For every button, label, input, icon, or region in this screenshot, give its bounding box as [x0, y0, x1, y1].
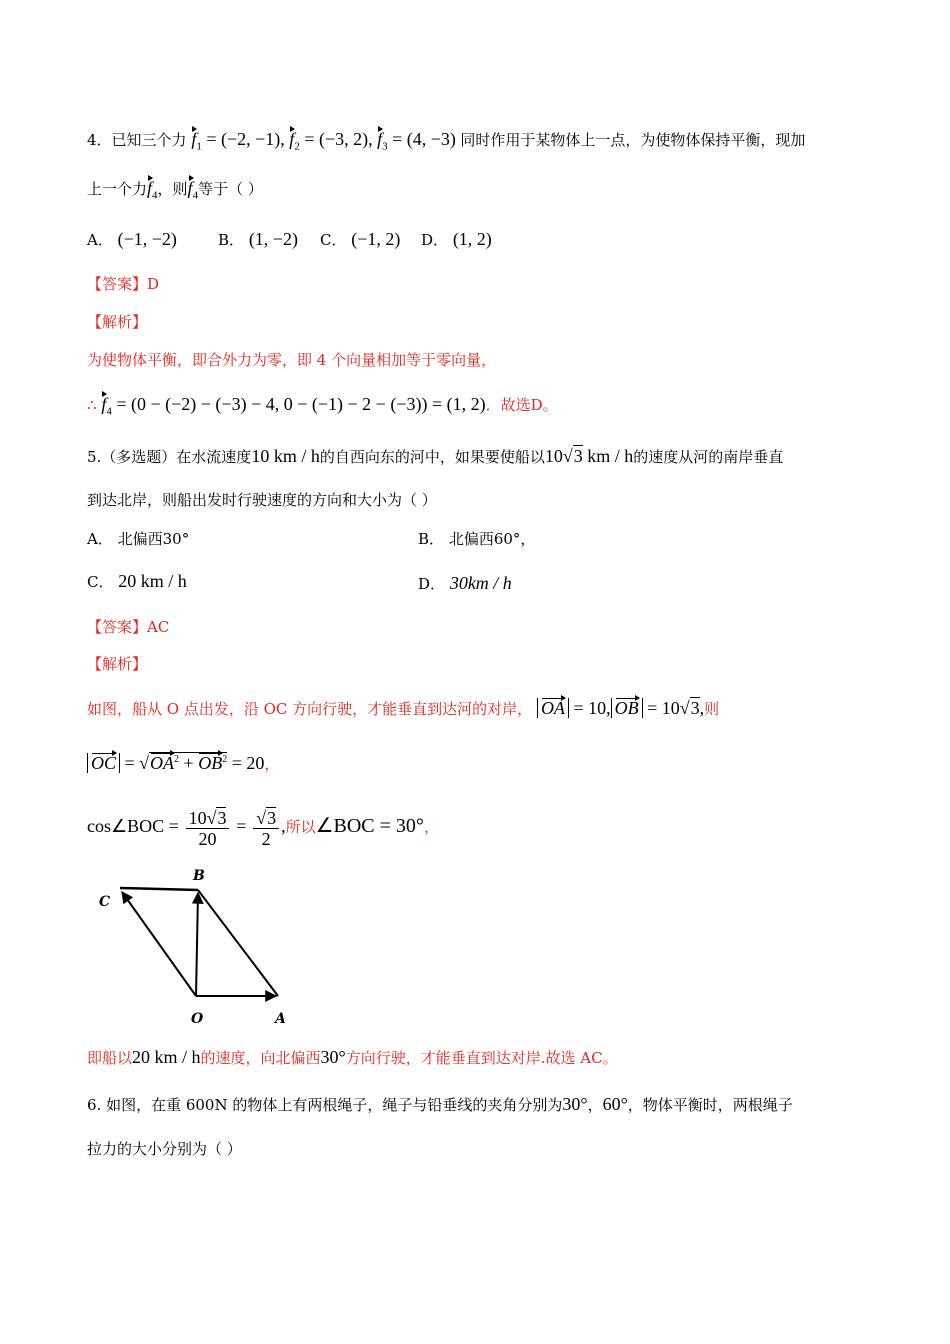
q4-stem-line2: 上一个力$f_4$，则$f_4$等于（ ）	[87, 178, 263, 202]
vector-ob	[196, 893, 198, 996]
q5-analysis-line2: OC = $√OA^2 + OB^2 = 20$，	[87, 749, 279, 775]
label-a: A	[275, 1011, 286, 1027]
q5-stem-line2: 到达北岸，则船出发时行驶速度的方向和大小为（ ）	[87, 491, 437, 509]
vector-oc	[122, 892, 196, 996]
q5-analysis-line3: cos∠BOC = $\frac{10√3}{20}$ = $\frac{√3}{2}$ ,所以∠BOC = 30°，	[87, 807, 439, 849]
q5-option-b: B． 北偏西60°，	[418, 530, 536, 548]
label-c: C	[99, 894, 111, 910]
q6-stem-line1: 6. 如图，在重 600N 的物体上有两根绳子，绳子与铅垂线的夹角分别为30°，60°，物体平衡时，两根绳子	[87, 1094, 793, 1114]
q5-answer: 【答案】AC	[87, 618, 170, 636]
force-vectors: $f_1 = (-2$, −1), $f_2 = (-3$, 2), $f_3 = (4$, −3)	[191, 129, 456, 153]
q4-option-a: A． (−1, −2)	[87, 229, 177, 249]
q5-analysis-line1: 如图，船从 O 点出发，沿 OC 方向行驶，才能垂直到达河的对岸， OA = 10, OB = 10√3,则	[87, 698, 720, 718]
vector-diagram	[95, 868, 305, 1028]
segment-ba	[198, 890, 278, 996]
q5-option-d: D． 30km / h	[418, 573, 512, 593]
q4-option-d: D． (1, 2)	[421, 229, 492, 249]
q4-analysis-formula: ∴ $f_4 = (0 - (-2) - (-3) - 4$, 0 − (−1) − 2 − (−3)) = (1, 2)．故选D。	[87, 394, 558, 418]
q6-stem-line2: 拉力的大小分别为（ ）	[87, 1140, 242, 1158]
q5-analysis-title: 【解析】	[87, 655, 148, 673]
q5-stem-line1: 5.（多选题）在水流速度10 km / h的自西向东的河中，如果要使船以10√3 km / h的速度从河的南岸垂直	[87, 446, 784, 466]
q4-option-c: C． (−1, 2)	[320, 229, 401, 249]
q4-option-b: B． (1, −2)	[218, 229, 298, 249]
q4-analysis-line1: 为使物体平衡，即合外力为零，即 4 个向量相加等于零向量，	[87, 351, 497, 369]
q4-stem-line1: 4．已知三个力 $f_1 = (-2$, −1), $f_2 = (-3$, 2), $f_3 = (4$, −3) 同时作用于某物体上一点，为使物体保持平衡，现加	[87, 129, 806, 153]
q4-analysis-title: 【解析】	[87, 313, 148, 331]
segment-cb	[120, 888, 198, 890]
q5-final: 即船以20 km / h的速度，向北偏西30°方向行驶，才能垂直到达对岸.故选 AC。	[87, 1047, 618, 1067]
q5-option-a: A． 北偏西30°	[87, 530, 190, 548]
q5-option-c: C． 20 km / h	[87, 571, 187, 591]
label-o: O	[191, 1011, 204, 1027]
label-b: B	[193, 868, 205, 884]
q4-answer: 【答案】D	[87, 275, 160, 293]
